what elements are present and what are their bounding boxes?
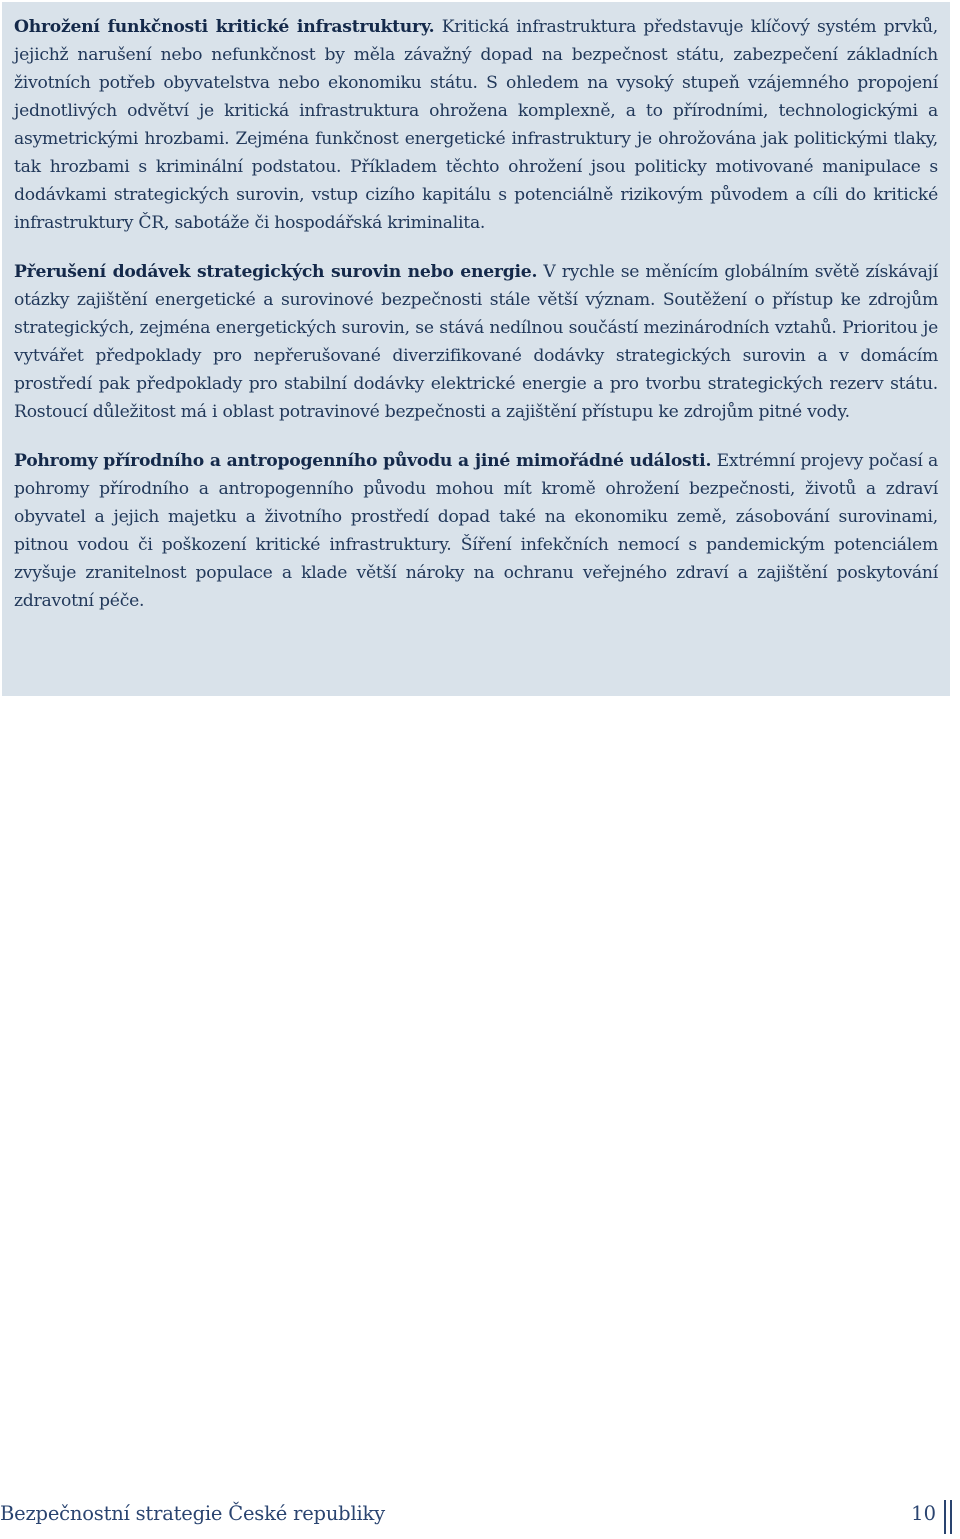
section-text: Extrémní projevy počasí a pohromy přírodního a antropogenního původu mohou mít kromě ohrožení bezpečnosti, životů a zdraví obyvatel a jejich majetku a životního prostředí dopad také na ekonomiku země, zásobování surovinami, pitnou vodou či poškození kritické infrastruktury. Šíření infekčních nemocí s pandemickým potenciálem zvyšuje zranitelnost populace a klade větší nároky na ochranu veřejného zdraví a zajištění poskytování zdravotní péče. xyxy=(14,451,938,611)
footer-divider xyxy=(944,1500,946,1534)
section-text: Kritická infrastruktura představuje klíčový systém prvků, jejichž narušení nebo nefunkčnost by měla závažný dopad na bezpečnost státu, zabezpečení základních životních potřeb obyvatelstva nebo ekonomiku státu. S ohledem na vysoký stupeň vzájemného propojení jednotlivých odvětví je kritická infrastruktura ohrožena komplexně, a to přírodními, technologickými a asymetrickými hrozbami. Zejména funkčnost energetické infrastruktury je ohrožována jak politickými tlaky, tak hrozbami s kriminální podstatou. Příkladem těchto ohrožení jsou politicky motivované manipulace s dodávkami strategických surovin, vstup cizího kapitálu s potenciálně rizikovým původem a cíli do kritické infrastruktury ČR, sabotáže či hospodářská kriminalita. xyxy=(14,17,938,233)
section-natural-disasters xyxy=(14,447,938,615)
page-number: 10 xyxy=(911,1502,936,1525)
footer-divider xyxy=(950,1500,952,1534)
section-text: V rychle se měnícím globálním světě získávají otázky zajištění energetické a surovinové bezpečnosti stále větší význam. Soutěžení o přístup ke zdrojům strategických, zejména energetických surovin, se stává nedílnou součástí mezinárodních vztahů. Prioritou je vytvářet předpoklady pro nepřerušované diverzifikované dodávky strategických surovin a v domácím prostředí pak předpoklady pro stabilní dodávky elektrické energie a pro tvorbu strategických rezerv státu. Rostoucí důležitost má i oblast potravinové bezpečnosti a zajištění přístupu ke zdrojům pitné vody. xyxy=(14,262,939,422)
page-footer xyxy=(0,1500,960,1534)
section-heading: Ohrožení funkčnosti kritické infrastruktury. xyxy=(14,17,435,37)
content-box xyxy=(2,2,950,696)
section-heading: Přerušení dodávek strategických surovin nebo energie. xyxy=(14,262,538,282)
section-critical-infrastructure xyxy=(14,13,938,237)
footer-title: Bezpečnostní strategie České republiky xyxy=(0,1502,385,1525)
section-heading: Pohromy přírodního a antropogenního původu a jiné mimořádné události. xyxy=(14,451,712,471)
section-supply-disruption xyxy=(14,258,938,426)
